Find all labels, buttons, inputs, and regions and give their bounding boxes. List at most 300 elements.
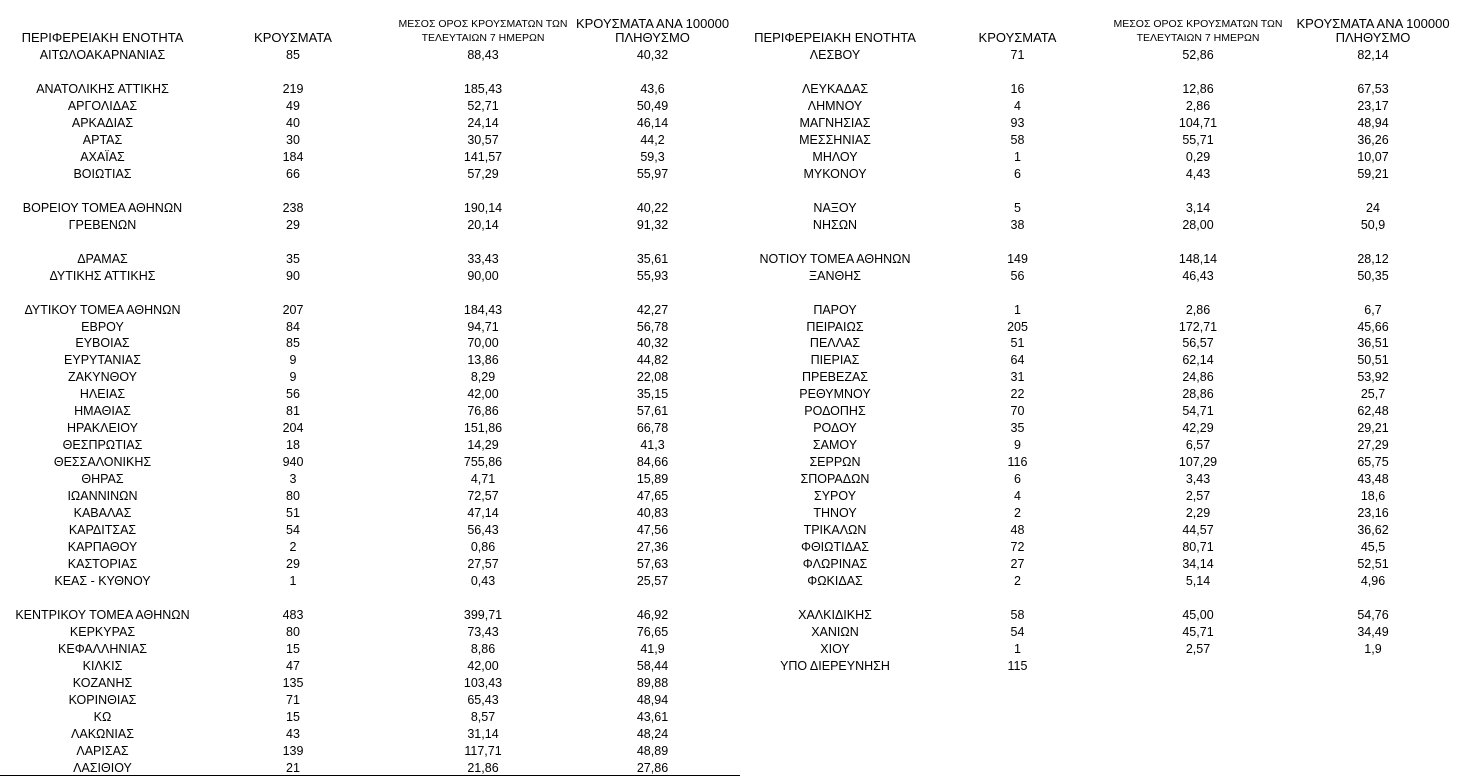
- table-row: [740, 268, 1462, 284]
- cell-cases: 27: [1010, 557, 1025, 572]
- table-row: [740, 200, 1462, 216]
- cell-per100k: 25,7: [1360, 387, 1386, 402]
- cell-avg7: 28,00: [1182, 217, 1214, 232]
- cell-area: ΠΕΙΡΑΙΩΣ: [806, 319, 864, 334]
- cell-area: ΕΥΡΥΤΑΝΙΑΣ: [64, 353, 141, 368]
- cell-cases: 4: [1014, 98, 1021, 113]
- cell-per100k: 27,29: [1357, 438, 1389, 453]
- table-row: [0, 505, 740, 521]
- cell-cases: 35: [1010, 421, 1025, 436]
- cell-per100k: 24: [1366, 200, 1380, 215]
- cell-cases: 72: [1010, 540, 1025, 555]
- cell-avg7: 117,71: [464, 743, 502, 758]
- table-row: [0, 183, 740, 199]
- cell-avg7: 21,86: [467, 760, 499, 775]
- table-row: [0, 573, 740, 589]
- table-row: [0, 743, 740, 759]
- cell-per100k: 48,94: [636, 692, 669, 707]
- cell-per100k: 36,62: [1357, 523, 1389, 538]
- cell-cases: 9: [1014, 438, 1021, 453]
- cell-avg7: 0,43: [470, 574, 496, 589]
- cell-per100k: 56,78: [636, 319, 669, 334]
- cell-area: ΗΜΑΘΙΑΣ: [74, 404, 131, 419]
- cell-cases: 115: [1007, 658, 1028, 673]
- cell-per100k: 54,76: [1357, 608, 1389, 622]
- cell-avg7: 185,43: [463, 81, 503, 96]
- table-row: [740, 166, 1462, 182]
- table-row: [0, 420, 740, 436]
- header-avg7-line1: ΜΕΣΟΣ ΟΡΟΣ ΚΡΟΥΣΜΑΤΩΝ ΤΩΝ: [1113, 18, 1283, 30]
- cell-cases: 54: [1010, 624, 1025, 639]
- cell-avg7: 13,86: [467, 353, 499, 368]
- table-row: [0, 319, 740, 335]
- table-row: [0, 726, 740, 742]
- cell-per100k: 23,16: [1357, 506, 1389, 521]
- cell-per100k: 58,44: [636, 658, 669, 673]
- cell-cases: 207: [282, 302, 304, 317]
- cell-cases: 64: [1010, 353, 1025, 368]
- table-row: [0, 47, 740, 63]
- cell-avg7: 8,29: [470, 370, 496, 385]
- cell-area: ΑΧΑΪΑΣ: [80, 149, 125, 164]
- cell-avg7: 52,86: [1182, 48, 1214, 62]
- cell-cases: 84: [286, 319, 300, 334]
- cell-avg7: 2,57: [1185, 641, 1211, 656]
- cell-cases: 15: [286, 641, 300, 656]
- table-row: [0, 607, 740, 623]
- cell-per100k: 25,57: [636, 574, 669, 589]
- cell-cases: 135: [282, 675, 304, 690]
- cell-area: ΚΙΛΚΙΣ: [82, 658, 123, 673]
- cell-avg7: 172,71: [1178, 319, 1218, 334]
- cell-cases: 71: [286, 692, 300, 707]
- cell-cases: 483: [282, 608, 304, 622]
- cell-cases: 238: [282, 200, 304, 215]
- cell-per100k: 67,53: [1357, 81, 1389, 96]
- cell-avg7: 24,14: [467, 115, 499, 130]
- cell-avg7: 30,57: [467, 132, 499, 147]
- cell-avg7: 4,43: [1185, 166, 1211, 181]
- cell-area: ΚΟΡΙΝΘΙΑΣ: [68, 692, 137, 707]
- cell-area: ΣΠΟΡΑΔΩΝ: [800, 472, 870, 487]
- cell-area: ΑΝΑΤΟΛΙΚΗΣ ΑΤΤΙΚΗΣ: [36, 81, 169, 96]
- cell-area: ΜΑΓΝΗΣΙΑΣ: [799, 115, 871, 130]
- cell-per100k: 45,5: [1360, 540, 1386, 555]
- cell-area: ΣΥΡΟΥ: [813, 489, 857, 504]
- cell-avg7: 8,86: [470, 641, 496, 656]
- right-table: [740, 0, 1462, 780]
- cell-avg7: 42,29: [1182, 421, 1214, 436]
- cell-cases: 149: [1007, 251, 1028, 266]
- table-row: [0, 386, 740, 402]
- cell-cases: 85: [286, 336, 300, 351]
- cell-cases: 21: [286, 760, 300, 775]
- cell-area: ΒΟΡΕΙΟΥ ΤΟΜΕΑ ΑΘΗΝΩΝ: [22, 200, 183, 215]
- cell-per100k: 29,21: [1357, 421, 1389, 436]
- cell-avg7: 34,14: [1182, 557, 1214, 572]
- cell-cases: 4: [1014, 489, 1021, 504]
- cell-area: ΧΙΟΥ: [820, 641, 850, 656]
- cell-avg7: 399,71: [463, 608, 503, 622]
- cell-area: ΣΑΜΟΥ: [812, 438, 858, 453]
- cell-area: ΚΩ: [93, 709, 112, 724]
- cell-per100k: 62,48: [1357, 404, 1389, 419]
- cell-area: ΡΕΘΥΜΝΟΥ: [799, 387, 871, 402]
- cell-area: ΞΑΝΘΗΣ: [809, 268, 861, 283]
- cell-per100k: 18,6: [1360, 489, 1386, 504]
- cell-per100k: 91,32: [636, 217, 669, 232]
- cell-avg7: 46,43: [1182, 268, 1214, 283]
- cell-area: ΣΕΡΡΩΝ: [809, 455, 861, 470]
- table-row: [0, 590, 740, 606]
- table-row: [740, 471, 1462, 487]
- cell-per100k: 34,49: [1357, 624, 1389, 639]
- cell-avg7: 56,57: [1182, 336, 1214, 351]
- table-row: [0, 522, 740, 538]
- cell-avg7: 94,71: [467, 319, 499, 334]
- cell-cases: 38: [1010, 217, 1025, 232]
- cell-per100k: 1,9: [1364, 641, 1382, 656]
- cell-per100k: 52,51: [1357, 557, 1389, 572]
- table-row: [0, 302, 740, 318]
- cell-avg7: 184,43: [463, 302, 503, 317]
- table-row: [0, 471, 740, 487]
- cell-cases: 58: [1010, 132, 1025, 147]
- cell-cases: 90: [286, 268, 300, 283]
- cell-per100k: 84,66: [636, 455, 669, 470]
- cell-area: ΑΡΓΟΛΙΔΑΣ: [67, 98, 138, 113]
- cell-cases: 40: [286, 115, 300, 130]
- header-avg7-line2: ΤΕΛΕΥΤΑΙΩΝ 7 ΗΜΕΡΩΝ: [421, 32, 545, 44]
- table-row: [0, 81, 740, 97]
- table-row: [740, 251, 1462, 267]
- table-row: [0, 369, 740, 385]
- cell-avg7: 20,14: [467, 217, 499, 232]
- cell-area: ΙΩΑΝΝΙΝΩΝ: [67, 489, 138, 504]
- table-row: [740, 420, 1462, 436]
- cell-avg7: 42,00: [467, 658, 499, 673]
- cell-per100k: 55,97: [636, 166, 669, 181]
- cell-per100k: 55,93: [636, 268, 669, 283]
- cell-area: ΚΑΒΑΛΑΣ: [73, 506, 132, 521]
- cell-avg7: 44,57: [1182, 523, 1214, 538]
- cell-per100k: 57,61: [636, 404, 669, 419]
- cell-area: ΕΥΒΟΙΑΣ: [75, 336, 130, 351]
- cell-per100k: 6,7: [1364, 302, 1382, 317]
- cell-avg7: 24,86: [1182, 370, 1214, 385]
- cell-area: ΘΗΡΑΣ: [81, 472, 124, 487]
- cell-area: ΛΕΥΚΑΔΑΣ: [801, 81, 869, 96]
- table-row: [740, 285, 1462, 301]
- table-row: [0, 268, 740, 284]
- cell-avg7: 76,86: [467, 404, 499, 419]
- cell-area: ΠΙΕΡΙΑΣ: [810, 353, 860, 368]
- cell-area: ΑΡΤΑΣ: [82, 132, 123, 147]
- cell-cases: 16: [1010, 81, 1025, 96]
- cell-avg7: 2,29: [1185, 506, 1211, 521]
- cell-cases: 2: [1014, 574, 1021, 589]
- header-area: [740, 31, 930, 45]
- cell-per100k: 45,66: [1357, 319, 1389, 334]
- cell-cases: 9: [289, 370, 297, 385]
- cell-avg7: 2,86: [1185, 302, 1211, 317]
- cell-cases: 5: [1014, 200, 1021, 215]
- header-per100k-line2: ΠΛΗΘΥΣΜΟ: [615, 30, 690, 45]
- cell-avg7: 107,29: [1178, 455, 1218, 470]
- cell-per100k: 47,65: [636, 489, 669, 504]
- table-row: [740, 539, 1462, 555]
- table-row: [740, 335, 1462, 351]
- cell-avg7: 55,71: [1182, 132, 1214, 147]
- table-row: [740, 522, 1462, 538]
- cell-cases: 219: [282, 81, 304, 96]
- header-avg7: [378, 17, 588, 45]
- table-row: [740, 302, 1462, 318]
- cell-area: ΜΥΚΟΝΟΥ: [803, 166, 867, 181]
- right-table-header: [740, 0, 1462, 48]
- cell-per100k: 43,6: [640, 81, 665, 96]
- cell-per100k: 36,26: [1357, 132, 1389, 147]
- header-cases: [955, 31, 1080, 45]
- cell-avg7: 3,14: [1185, 200, 1211, 215]
- table-row: [740, 573, 1462, 589]
- cell-per100k: 47,56: [636, 523, 669, 538]
- table-row: [0, 675, 740, 691]
- cell-cases: 205: [1007, 319, 1028, 334]
- table-row: [0, 403, 740, 419]
- cell-cases: 9: [289, 353, 297, 368]
- header-cases-label: ΚΡΟΥΣΜΑΤΑ: [254, 30, 332, 45]
- table-row: [0, 641, 740, 657]
- header-avg7: [1092, 17, 1304, 45]
- table-row: [0, 437, 740, 453]
- cell-per100k: 65,75: [1357, 455, 1389, 470]
- cell-per100k: 89,88: [636, 675, 669, 690]
- table-row: [0, 251, 740, 267]
- cell-area: ΘΕΣΠΡΩΤΙΑΣ: [62, 438, 143, 453]
- cell-per100k: 43,48: [1357, 472, 1389, 487]
- cell-area: ΜΕΣΣΗΝΙΑΣ: [799, 132, 871, 147]
- table-row: [0, 760, 740, 776]
- cell-area: ΚΑΣΤΟΡΙΑΣ: [67, 557, 138, 572]
- table-row: [0, 166, 740, 182]
- table-row: [740, 64, 1462, 80]
- cell-area: ΝΑΞΟΥ: [813, 200, 857, 215]
- header-cases: [228, 31, 358, 45]
- cell-avg7: 90,00: [467, 268, 499, 283]
- cell-cases: 43: [286, 726, 300, 741]
- cell-area: ΦΛΩΡΙΝΑΣ: [802, 557, 868, 572]
- cell-avg7: 151,86: [463, 421, 503, 436]
- header-per100k-line1: ΚΡΟΥΣΜΑΤΑ ΑΝΑ 100000: [575, 16, 730, 31]
- table-row: [0, 285, 740, 301]
- cell-per100k: 35,61: [636, 251, 669, 266]
- cell-cases: 58: [1010, 608, 1025, 622]
- cell-avg7: 47,14: [467, 506, 499, 521]
- cell-area: ΛΑΣΙΘΙΟΥ: [73, 760, 132, 775]
- cell-avg7: 45,00: [1182, 608, 1214, 622]
- table-row: [740, 437, 1462, 453]
- table-row: [0, 64, 740, 80]
- cell-area: ΚΕΑΣ - ΚΥΘΝΟΥ: [54, 574, 151, 589]
- cell-per100k: 40,32: [636, 336, 669, 351]
- cell-area: ΑΙΤΩΛΟΑΚΑΡΝΑΝΙΑΣ: [39, 48, 166, 62]
- cell-area: ΧΑΛΚΙΔΙΚΗΣ: [798, 608, 872, 622]
- table-row: [0, 352, 740, 368]
- cell-area: ΚΕΡΚΥΡΑΣ: [69, 624, 136, 639]
- cell-area: ΛΑΚΩΝΙΑΣ: [71, 726, 134, 741]
- header-avg7-line1: ΜΕΣΟΣ ΟΡΟΣ ΚΡΟΥΣΜΑΤΩΝ ΤΩΝ: [398, 18, 568, 30]
- cell-per100k: 4,96: [1360, 574, 1386, 589]
- cell-area: ΑΡΚΑΔΙΑΣ: [71, 115, 134, 130]
- table-row: [740, 624, 1462, 640]
- cell-area: ΤΡΙΚΑΛΩΝ: [803, 523, 867, 538]
- cell-avg7: 45,71: [1182, 624, 1214, 639]
- table-row: [740, 590, 1462, 606]
- cell-per100k: 40,83: [636, 506, 669, 521]
- left-table-bottom-rule: [0, 775, 740, 776]
- table-row: [740, 556, 1462, 572]
- cell-cases: 70: [1010, 404, 1025, 419]
- table-row: [0, 454, 740, 470]
- table-row: [740, 403, 1462, 419]
- cell-cases: 93: [1010, 115, 1025, 130]
- cell-avg7: 80,71: [1182, 540, 1214, 555]
- table-row: [740, 352, 1462, 368]
- cell-per100k: 22,08: [636, 370, 669, 385]
- header-area-label: ΠΕΡΙΦΕΡΕΙΑΚΗ ΕΝΟΤΗΤΑ: [754, 30, 916, 45]
- cell-avg7: 103,43: [463, 675, 503, 690]
- cell-avg7: 2,57: [1185, 489, 1211, 504]
- cell-cases: 31: [1010, 370, 1025, 385]
- cell-avg7: 4,71: [470, 472, 496, 487]
- table-row: [740, 505, 1462, 521]
- cell-per100k: 59,21: [1357, 166, 1389, 181]
- cell-cases: 1: [1014, 302, 1021, 317]
- cell-cases: 29: [286, 217, 300, 232]
- header-cases-label: ΚΡΟΥΣΜΑΤΑ: [978, 30, 1057, 45]
- table-row: [0, 98, 740, 114]
- table-row: [740, 81, 1462, 97]
- cell-area: ΚΕΝΤΡΙΚΟΥ ΤΟΜΕΑ ΑΘΗΝΩΝ: [15, 608, 190, 622]
- cell-area: ΝΗΣΩΝ: [812, 217, 858, 232]
- cell-per100k: 46,14: [636, 115, 669, 130]
- cell-avg7: 54,71: [1182, 404, 1214, 419]
- cell-area: ΦΩΚΙΔΑΣ: [807, 574, 863, 589]
- cell-avg7: 0,86: [470, 540, 496, 555]
- cell-cases: 66: [286, 166, 300, 181]
- cell-avg7: 65,43: [467, 692, 499, 707]
- cell-area: ΖΑΚΥΝΘΟΥ: [67, 370, 138, 385]
- cell-cases: 940: [282, 455, 304, 470]
- cell-area: ΜΗΛΟΥ: [812, 149, 858, 164]
- table-row: [740, 47, 1462, 63]
- cell-area: ΡΟΔΟΠΗΣ: [804, 404, 866, 419]
- cell-avg7: 56,43: [467, 523, 499, 538]
- cell-per100k: 36,51: [1357, 336, 1389, 351]
- cell-area: ΚΑΡΠΑΘΟΥ: [67, 540, 138, 555]
- table-row: [740, 115, 1462, 131]
- cell-per100k: 35,15: [636, 387, 669, 402]
- cell-avg7: 27,57: [467, 557, 499, 572]
- cell-cases: 15: [286, 709, 300, 724]
- cell-avg7: 104,71: [1178, 115, 1218, 130]
- cell-area: ΦΘΙΩΤΙΔΑΣ: [800, 540, 870, 555]
- cell-avg7: 12,86: [1182, 81, 1214, 96]
- cell-per100k: 59,3: [640, 149, 665, 164]
- cell-per100k: 42,27: [636, 302, 669, 317]
- cell-per100k: 53,92: [1357, 370, 1389, 385]
- cell-cases: 204: [282, 421, 304, 436]
- cell-area: ΝΟΤΙΟΥ ΤΟΜΕΑ ΑΘΗΝΩΝ: [759, 251, 911, 266]
- table-row: [0, 234, 740, 250]
- cell-per100k: 15,89: [636, 472, 669, 487]
- cell-cases: 49: [286, 98, 300, 113]
- cell-cases: 56: [1010, 268, 1025, 283]
- cell-cases: 80: [286, 624, 300, 639]
- cell-cases: 184: [282, 149, 304, 164]
- table-row: [0, 709, 740, 725]
- cell-avg7: 52,71: [467, 98, 499, 113]
- header-area: [0, 31, 205, 45]
- cell-avg7: 33,43: [467, 251, 499, 266]
- cell-area: ΥΠΟ ΔΙΕΡΕΥΝΗΣΗ: [780, 658, 890, 673]
- cell-per100k: 44,82: [636, 353, 669, 368]
- cell-cases: 51: [286, 506, 300, 521]
- table-row: [0, 624, 740, 640]
- cell-cases: 1: [1014, 149, 1021, 164]
- cell-avg7: 0,29: [1185, 149, 1211, 164]
- cell-avg7: 73,43: [467, 624, 499, 639]
- cell-per100k: 50,35: [1357, 268, 1389, 283]
- table-row: [740, 454, 1462, 470]
- table-row: [740, 658, 1462, 674]
- cell-per100k: 76,65: [636, 624, 669, 639]
- header-per100k-line2: ΠΛΗΘΥΣΜΟ: [1335, 30, 1411, 45]
- cell-per100k: 27,86: [636, 760, 669, 775]
- table-row: [0, 539, 740, 555]
- cell-cases: 2: [1014, 506, 1021, 521]
- cell-per100k: 57,63: [636, 557, 669, 572]
- cell-cases: 3: [289, 472, 297, 487]
- cell-area: ΠΑΡΟΥ: [813, 302, 857, 317]
- table-row: [740, 641, 1462, 657]
- cell-area: ΠΡΕΒΕΖΑΣ: [801, 370, 869, 385]
- cell-avg7: 70,00: [467, 336, 499, 351]
- cell-per100k: 41,9: [640, 641, 665, 656]
- header-per100k: [1288, 17, 1458, 45]
- cell-area: ΡΟΔΟΥ: [813, 421, 857, 436]
- table-row: [0, 556, 740, 572]
- cell-avg7: 28,86: [1182, 387, 1214, 402]
- cell-per100k: 82,14: [1357, 48, 1389, 62]
- cell-area: ΗΛΕΙΑΣ: [79, 387, 126, 402]
- table-row: [0, 200, 740, 216]
- cell-area: ΧΑΝΙΩΝ: [811, 624, 859, 639]
- header-area-label: ΠΕΡΙΦΕΡΕΙΑΚΗ ΕΝΟΤΗΤΑ: [21, 30, 184, 45]
- cell-cases: 139: [282, 743, 304, 758]
- cell-cases: 1: [1014, 641, 1021, 656]
- cell-area: ΔΥΤΙΚΟΥ ΤΟΜΕΑ ΑΘΗΝΩΝ: [24, 302, 181, 317]
- cell-area: ΛΗΜΝΟΥ: [807, 98, 863, 113]
- cell-per100k: 50,51: [1357, 353, 1389, 368]
- cell-area: ΚΟΖΑΝΗΣ: [72, 675, 133, 690]
- cell-per100k: 48,24: [636, 726, 669, 741]
- cell-cases: 29: [286, 557, 300, 572]
- cell-per100k: 40,22: [636, 200, 669, 215]
- cell-cases: 116: [1007, 455, 1028, 470]
- cell-area: ΚΑΡΔΙΤΣΑΣ: [68, 523, 137, 538]
